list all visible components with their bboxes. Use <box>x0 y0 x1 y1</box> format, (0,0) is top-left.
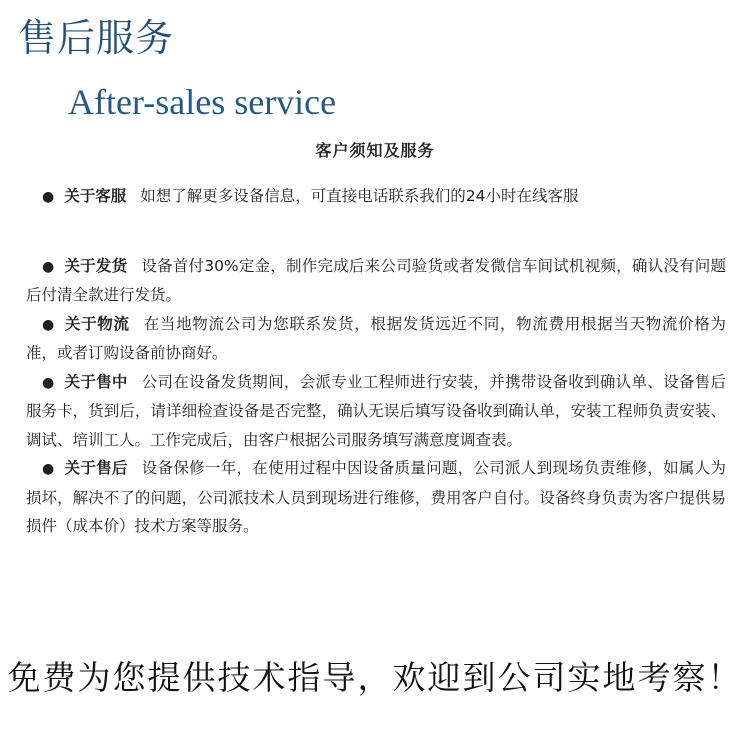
item-label: 关于物流 <box>64 314 130 333</box>
item-label: 关于售中 <box>64 372 128 391</box>
item-text: 设备首付30%定金，制作完成后来公司验货或者发微信车间试机视频，确认没有问题后付清全款进行发货。 <box>26 256 726 304</box>
service-item-logistics <box>26 310 726 368</box>
item-text: 在当地物流公司为您联系发货，根据发货远近不同，物流费用根据当天物流价格为准，或者订购设备前协商好。 <box>26 314 726 362</box>
item-text: 如想了解更多设备信息，可直接电话联系我们的24小时在线客服 <box>140 187 579 205</box>
service-item-in-sale <box>26 368 726 455</box>
item-text: 公司在设备发货期间，会派专业工程师进行安装，并携带设备收到确认单、设备售后服务卡，货到后，请详细检查设备是否完整，确认无误后填写设备收到确认单，安装工程师负责安装、调试、培训工人。工作完成后，由客户根据公司服务填写满意度调查表。 <box>26 372 726 449</box>
item-text: 设备保修一年，在使用过程中因设备质量问题，公司派人到现场负责维修，如属人为损坏，解决不了的问题，公司派技术人员到现场进行维修，费用客户自付。设备终身负责为客户提供易损件（成本价）技术方案等服务。 <box>26 459 726 535</box>
footer-slogan: 免费为您提供技术指导，欢迎到公司实地考察！ <box>7 658 743 697</box>
page-title-chinese: 售后服务 <box>18 16 175 60</box>
service-item-shipping <box>26 252 726 310</box>
item-label: 关于发货 <box>64 256 128 275</box>
bullet-icon: ● <box>42 374 55 391</box>
service-item-after-sale <box>26 454 726 541</box>
item-label: 关于售后 <box>64 459 128 477</box>
bullet-icon: ● <box>42 258 55 275</box>
item-label: 关于客服 <box>64 187 127 205</box>
bullet-icon: ● <box>42 461 55 477</box>
bullet-icon: ● <box>42 316 55 333</box>
service-list <box>26 182 726 541</box>
section-subtitle: 客户须知及服务 <box>315 141 435 160</box>
page-title-english: After-sales service <box>68 82 337 122</box>
service-item-customer-service <box>26 182 726 212</box>
bullet-icon: ● <box>42 189 55 205</box>
